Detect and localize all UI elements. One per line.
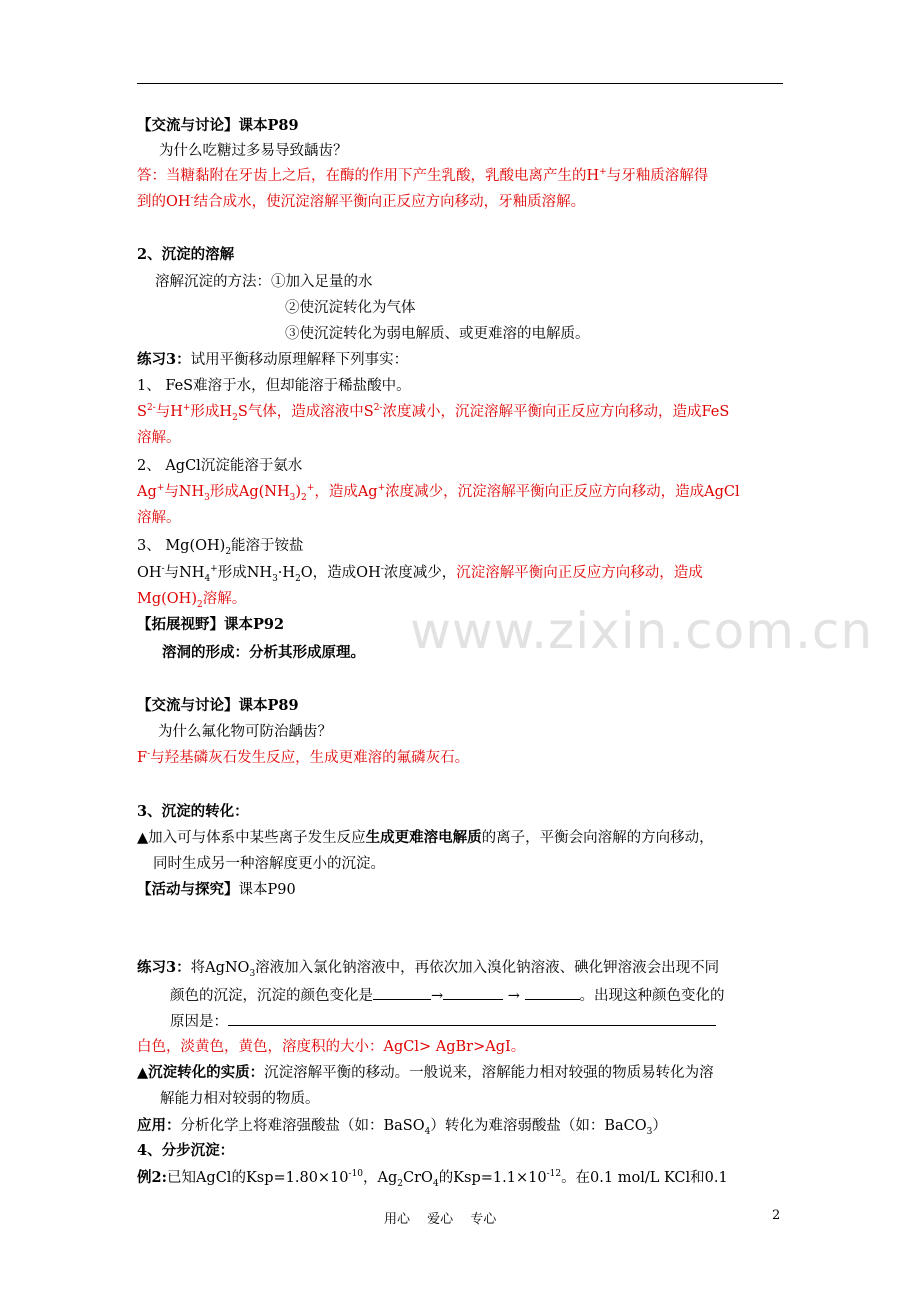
blank-2[interactable]	[443, 985, 503, 1000]
discussion-heading-1: 【交流与讨论】课本P89	[137, 117, 299, 134]
question-1: 为什么吃糖过多易导致龋齿？	[159, 143, 348, 159]
method-2: ②使沉淀转化为气体	[285, 300, 416, 316]
exercise-3b-line-2: 颜色的沉淀，沉淀的颜色变化是 → → 。出现这种颜色变化的	[170, 985, 725, 1006]
answer-item-3: OH-与$NH_4^+$形成$NH_3\cdot H_2O$，造成OH-浓度减少，沉淀溶解平衡向正反应方向移动，造成	[137, 564, 703, 584]
section-3-heading: 3、沉淀的转化：	[137, 803, 249, 820]
answer-1-line-1: 答：当糖黏附在牙齿上之后，在酶的作用下产生乳酸，乳酸电离产生的H+与牙釉质溶解得	[137, 167, 709, 184]
answer-item-1-line-2: 溶解。	[137, 430, 181, 446]
blank-3[interactable]	[525, 985, 580, 1000]
item-3: 3、 $Mg(OH)_2$能溶于铵盐	[137, 538, 304, 557]
question-2: 为什么氟化物可防治龋齿？	[158, 724, 332, 740]
answer-item-2: Ag+与$NH_3$形成$Ag(NH_3)_2^+$，造成Ag+浓度减少，沉淀溶解平衡向正反应方向移动，造成AgCl	[137, 483, 740, 503]
exercise-3a: 练习3：试用平衡移动原理解释下列事实：	[137, 351, 409, 368]
section-2-heading: 2、沉淀的溶解	[137, 246, 235, 263]
discussion-heading-2: 【交流与讨论】课本P89	[137, 697, 299, 714]
blank-reason[interactable]	[228, 1011, 716, 1026]
activity-heading: 【活动与探究】课本P90	[137, 881, 296, 898]
page-number: 2	[772, 1208, 781, 1223]
conversion-para-1: ▲加入可与体系中某些离子发生反应生成更难溶电解质的离子，平衡会向溶解的方向移动，	[137, 829, 714, 846]
conversion-essence: ▲沉淀转化的实质：沉淀溶解平衡的移动。一般说来，溶解能力相对较强的物质易转化为溶	[137, 1064, 714, 1081]
cave-formation: 溶洞的形成：分析其形成原理。	[162, 644, 365, 661]
conversion-para-2: 同时生成另一种溶解度更小的沉淀。	[153, 856, 385, 872]
exercise-3b-line-3: 原因是：	[170, 1011, 716, 1032]
exercise-3b-line-1: 练习3：将AgNO$_3$溶液加入氯化钠溶液中，再依次加入溴化钠溶液、碘化钾溶液会出现不同	[137, 959, 720, 979]
footer-slogan: 用心 爱心 专心	[384, 1212, 497, 1227]
example-2: 例2:已知AgCl的$Ksp=1.80\times 10^{-10}$，$Ag_2CrO_4$的$Ksp=1.1\times 10^{-12}$。在0.1 mol/L KCl和0.1	[137, 1169, 728, 1189]
application: 应用：分析化学上将难溶强酸盐（如：BaSO$_4$）转化为难溶弱酸盐（如：BaCO$_3$）	[137, 1117, 667, 1137]
item-1: 1、 FeS难溶于水，但却能溶于稀盐酸中。	[137, 378, 411, 394]
answer-2: F-与羟基磷灰石发生反应，生成更难溶的氟磷灰石。	[137, 749, 470, 766]
answer-1-line-2: 到的OH-结合成水，使沉淀溶解平衡向正反应方向移动，牙釉质溶解。	[137, 193, 586, 210]
method-3: ③使沉淀转化为弱电解质、或更难溶的电解质。	[285, 326, 590, 342]
answer-item-3-line-2: $Mg(OH)_2$溶解。	[137, 591, 247, 610]
conversion-essence-line-2: 解能力相对较弱的物质。	[160, 1091, 320, 1107]
answer-item-1: $S^{2-}$与H+形成$H_2S$气体，造成溶液中$S^{2-}$浓度减小，沉淀溶解平衡向正反应方向移动，造成FeS	[137, 403, 730, 423]
exercise-3b-answer: 白色，淡黄色，黄色，溶度积的大小：AgCl> AgBr>AgI。	[137, 1039, 526, 1055]
item-2: 2、 AgCl沉淀能溶于氨水	[137, 458, 303, 474]
extended-view-heading: 【拓展视野】课本P92	[137, 616, 285, 633]
answer-item-2-line-2: 溶解。	[137, 510, 181, 526]
blank-1[interactable]	[373, 985, 431, 1000]
header-rule	[137, 83, 783, 84]
watermark: www.zixin.com.cn	[410, 602, 874, 660]
method-label: 溶解沉淀的方法：①加入足量的水	[155, 274, 373, 290]
section-4-heading: 4、分步沉淀：	[137, 1142, 235, 1159]
